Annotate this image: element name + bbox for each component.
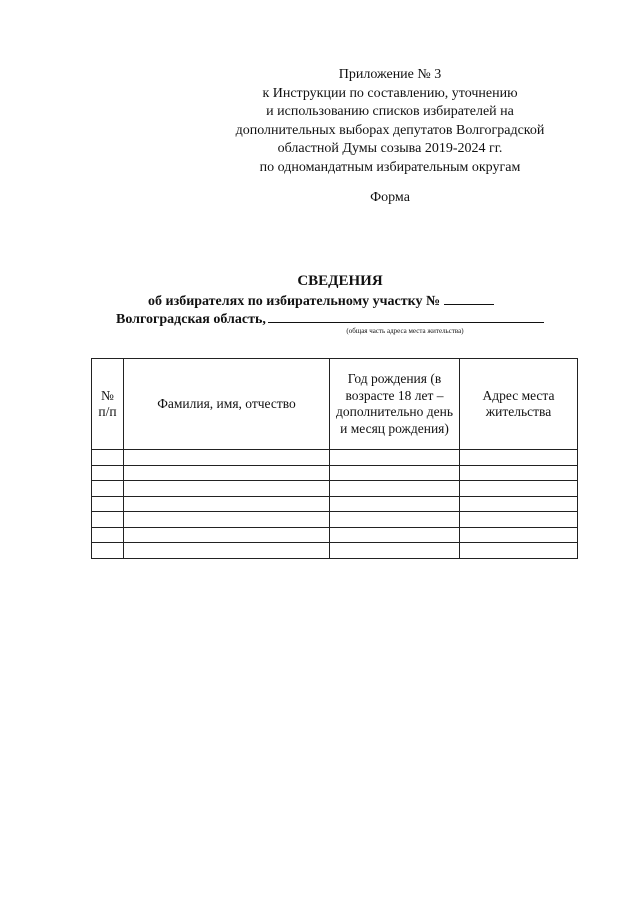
cell-full-name[interactable] bbox=[124, 481, 330, 497]
document-subtitle bbox=[148, 292, 494, 311]
cell-birth-year[interactable] bbox=[330, 512, 460, 528]
cell-address[interactable] bbox=[460, 481, 578, 497]
appendix-line: Приложение № 3 bbox=[338, 67, 442, 82]
header-birth-year: Год рождения (в возрасте 18 лет – дополнительно день и месяц рождения) bbox=[330, 359, 460, 450]
header-full-name: Фамилия, имя, отчество bbox=[124, 359, 330, 450]
header-number: № п/п bbox=[92, 359, 124, 450]
appendix-line: по одномандатным избирательным округам bbox=[259, 159, 521, 175]
cell-number[interactable] bbox=[92, 496, 124, 512]
form-label: Форма bbox=[370, 190, 410, 205]
cell-full-name[interactable] bbox=[124, 512, 330, 528]
subtitle-text: об избирателях по избирательному участку № bbox=[148, 294, 441, 309]
table-header-row bbox=[92, 359, 578, 450]
cell-birth-year[interactable] bbox=[330, 543, 460, 559]
appendix-line: областной Думы созыва 2019-2024 гг. bbox=[277, 141, 503, 157]
voters-table bbox=[91, 358, 578, 559]
appendix-header bbox=[200, 66, 580, 178]
table-row bbox=[92, 512, 578, 528]
cell-birth-year[interactable] bbox=[330, 450, 460, 466]
cell-full-name[interactable] bbox=[124, 543, 330, 559]
cell-number[interactable] bbox=[92, 512, 124, 528]
cell-full-name[interactable] bbox=[124, 527, 330, 543]
cell-full-name[interactable] bbox=[124, 450, 330, 466]
cell-full-name[interactable] bbox=[124, 465, 330, 481]
precinct-number-blank[interactable] bbox=[444, 292, 494, 305]
address-hint: (общая часть адреса места жительства) bbox=[346, 327, 464, 335]
cell-number[interactable] bbox=[92, 450, 124, 466]
cell-birth-year[interactable] bbox=[330, 496, 460, 512]
cell-address[interactable] bbox=[460, 496, 578, 512]
table-row bbox=[92, 527, 578, 543]
table-row bbox=[92, 543, 578, 559]
table-row bbox=[92, 496, 578, 512]
document-title: СВЕДЕНИЯ bbox=[297, 273, 383, 289]
cell-number[interactable] bbox=[92, 527, 124, 543]
table-row bbox=[92, 465, 578, 481]
cell-birth-year[interactable] bbox=[330, 481, 460, 497]
appendix-line: дополнительных выборах депутатов Волгоградской bbox=[235, 122, 545, 138]
region-label: Волгоградская область, bbox=[116, 312, 266, 327]
cell-address[interactable] bbox=[460, 527, 578, 543]
cell-birth-year[interactable] bbox=[330, 527, 460, 543]
appendix-line: и использованию списков избирателей на bbox=[266, 104, 514, 120]
cell-address[interactable] bbox=[460, 450, 578, 466]
table-row bbox=[92, 481, 578, 497]
cell-address[interactable] bbox=[460, 465, 578, 481]
cell-number[interactable] bbox=[92, 481, 124, 497]
cell-full-name[interactable] bbox=[124, 496, 330, 512]
cell-number[interactable] bbox=[92, 465, 124, 481]
table-body bbox=[92, 450, 578, 559]
cell-birth-year[interactable] bbox=[330, 465, 460, 481]
appendix-line: к Инструкции по составлению, уточнению bbox=[262, 85, 518, 101]
address-blank[interactable] bbox=[268, 310, 544, 323]
table-row bbox=[92, 450, 578, 466]
header-address: Адрес места жительства bbox=[460, 359, 578, 450]
cell-address[interactable] bbox=[460, 512, 578, 528]
cell-number[interactable] bbox=[92, 543, 124, 559]
cell-address[interactable] bbox=[460, 543, 578, 559]
